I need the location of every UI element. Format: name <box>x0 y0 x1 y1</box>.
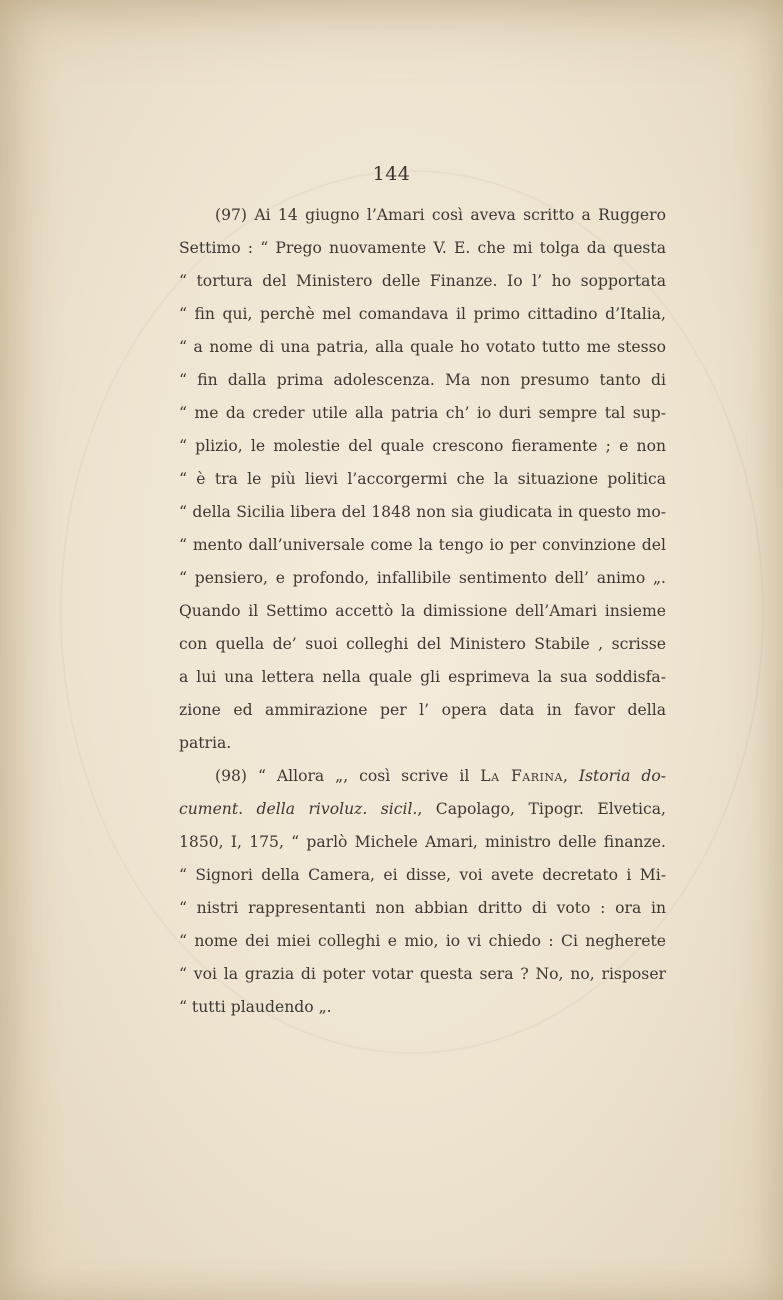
book-title-continued: cument. della rivoluz. sicil. <box>179 800 418 818</box>
footnote-98-line: “ voi la grazia di poter votar questa sera ? No, no, risposer <box>179 965 666 983</box>
footnote-97-line: “ tortura del Ministero delle Finanze. Io l’ ho sopportata <box>179 272 666 290</box>
author-name: La Farina <box>480 767 563 785</box>
footnote-97-line: Quando il Settimo accettò la dimissione dell’Amari insieme <box>179 602 666 620</box>
footnote-97-line: “ me da creder utile alla patria ch’ io duri sempre tal sup- <box>179 404 666 422</box>
footnote-97-line: Settimo : “ Prego nuovamente V. E. che mi tolga da questa <box>179 239 666 257</box>
publication-info: , Capolago, Tipogr. Elvetica, <box>417 800 666 818</box>
footnote-98-line <box>215 766 666 786</box>
footnote-97-line: (97) Ai 14 giugno l’Amari così aveva scritto a Ruggero <box>215 206 666 224</box>
footnote-98-line: “ nistri rappresentanti non abbian dritto di voto : ora in <box>179 899 666 917</box>
footnote-97-line: “ mento dall’universale come la tengo io per convinzione del <box>179 536 666 554</box>
footnote-97-line: “ pensiero, e profondo, infallibile sentimento dell’ animo „. <box>179 569 666 587</box>
footnote-97-line: patria. <box>179 734 232 752</box>
footnote-98-text: (98) “ Allora „, così scrive il <box>215 767 470 785</box>
footnote-97-line: “ plizio, le molestie del quale crescono fieramente ; e non <box>179 437 666 455</box>
footnote-98-line <box>179 799 666 819</box>
footnote-97-line: “ fin qui, perchè mel comandava il primo cittadino d’Italia, <box>179 305 666 323</box>
footnote-98-line: “ tutti plaudendo „. <box>179 998 332 1016</box>
footnote-97-line: “ della Sicilia libera del 1848 non sia giudicata in questo mo- <box>179 503 666 521</box>
footnote-97-line: con quella de’ suoi colleghi del Ministero Stabile , scrisse <box>179 635 666 653</box>
footnote-97-line: “ a nome di una patria, alla quale ho votato tutto me stesso <box>179 338 666 356</box>
footnote-97-line: “ fin dalla prima adolescenza. Ma non presumo tanto di <box>179 371 666 389</box>
footnote-97-line: “ è tra le più lievi l’accorgermi che la situazione politica <box>179 470 666 488</box>
footnote-97-line: zione ed ammirazione per l’ opera data in favor della <box>179 701 666 719</box>
footnote-97-line: a lui una lettera nella quale gli esprimeva la sua soddisfa- <box>179 668 666 686</box>
punctuation: , <box>562 767 579 785</box>
footnote-98-line: “ nome dei miei colleghi e mio, io vi chiedo : Ci negherete <box>179 932 666 950</box>
page-number: 144 <box>372 163 411 185</box>
footnote-98-line: “ Signori della Camera, ei disse, voi avete decretato i Mi- <box>179 866 666 884</box>
book-title: Istoria do- <box>578 767 666 785</box>
footnote-98-line: 1850, I, 175, “ parlò Michele Amari, ministro delle finanze. <box>179 833 666 851</box>
